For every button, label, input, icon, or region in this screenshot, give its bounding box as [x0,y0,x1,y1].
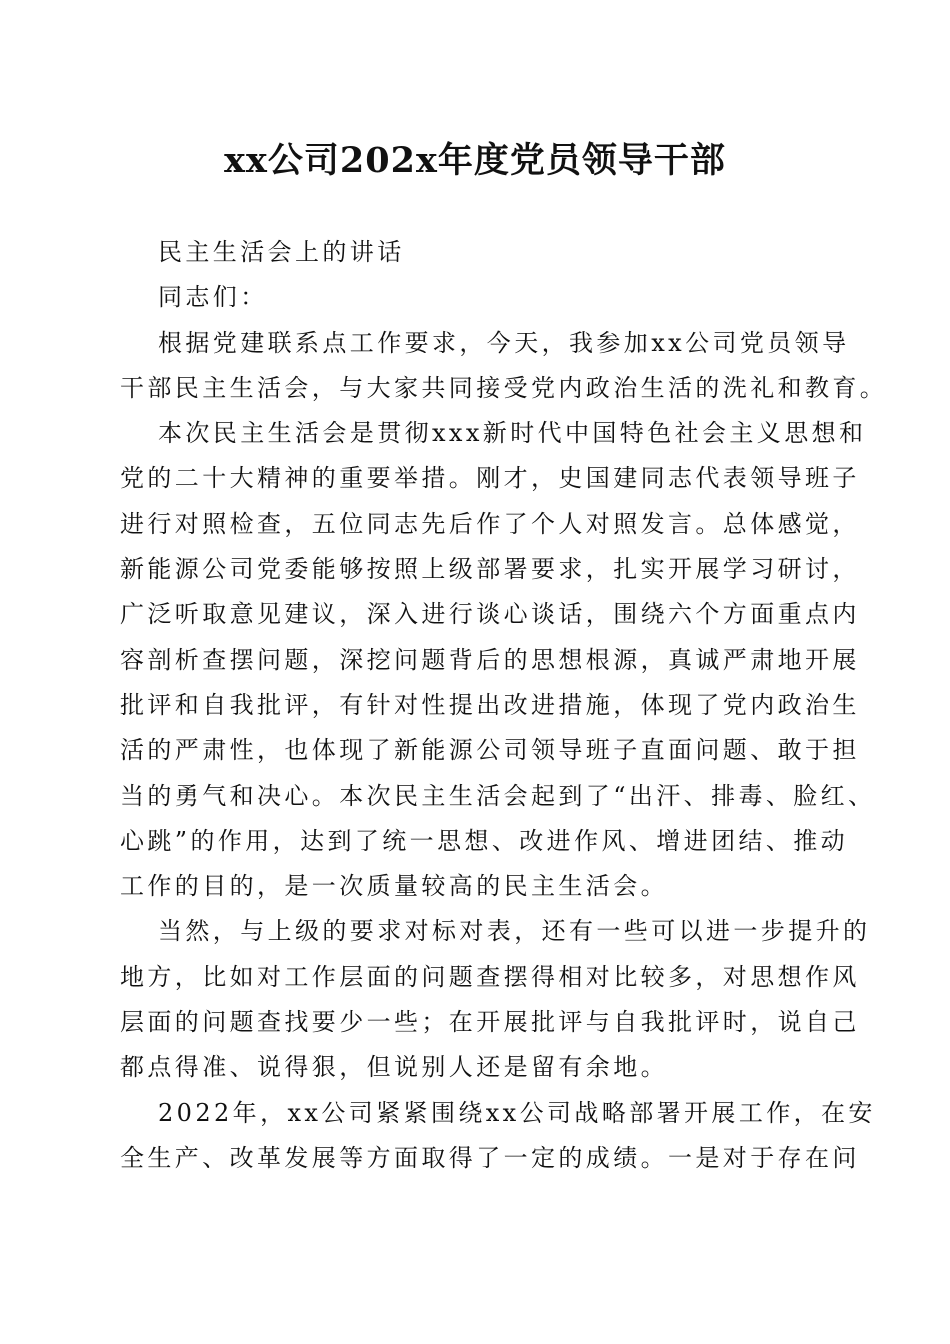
paragraph-1-line-2: 干部民主生活会，与大家共同接受党内政治生活的洗礼和教育。 [120,373,888,402]
paragraph-2-line-5: 广泛听取意见建议，深入进行谈心谈话，围绕六个方面重点内 [120,600,860,629]
document-body [120,230,888,1181]
paragraph-2-line-2: 党的二十大精神的重要举措。刚才，史国建同志代表领导班子 [120,464,860,493]
paragraph-4-line-2: 全生产、改革发展等方面取得了一定的成绩。一是对于存在问 [120,1143,860,1172]
salutation-line: 同志们： [158,283,268,312]
paragraph-3-line-4: 都点得准、说得狠，但说别人还是留有余地。 [120,1053,668,1082]
paragraph-2-line-9: 当的勇气和决心。本次民主生活会起到了“出汗、排毒、脸红、 [120,781,876,810]
paragraph-3-line-2: 地方，比如对工作层面的问题查摆得相对比较多，对思想作风 [120,962,860,991]
paragraph-2-line-6: 容剖析查摆问题，深挖问题背后的思想根源，真诚严肃地开展 [120,645,860,674]
paragraph-2-line-4: 新能源公司党委能够按照上级部署要求，扎实开展学习研讨， [120,555,860,584]
paragraph-3-line-3: 层面的问题查找要少一些；在开展批评与自我批评时，说自己 [120,1008,860,1037]
document-title: xx公司202x年度党员领导干部 [224,140,726,181]
subtitle-line: 民主生活会上的讲话 [158,238,405,266]
paragraph-2-line-1: 本次民主生活会是贯彻xxx新时代中国特色社会主义思想和 [158,419,867,448]
paragraph-2-line-7: 批评和自我批评，有针对性提出改进措施，体现了党内政治生 [120,690,860,719]
paragraph-2-line-8: 活的严肃性，也体现了新能源公司领导班子直面问题、敢于担 [120,736,860,765]
paragraph-2-line-11: 工作的目的，是一次质量较高的民主生活会。 [120,872,668,901]
paragraph-1-line-1: 根据党建联系点工作要求，今天，我参加xx公司党员领导 [158,328,850,357]
paragraph-2-line-3: 进行对照检查，五位同志先后作了个人对照发言。总体感觉， [120,509,860,538]
paragraph-3-line-1: 当然，与上级的要求对标对表，还有一些可以进一步提升的 [158,917,871,946]
paragraph-2-line-10: 心跳”的作用，达到了统一思想、改进作风、增进团结、推动 [120,826,849,855]
paragraph-4-line-1: 2022年，xx公司紧紧围绕xx公司战略部署开展工作，在安 [158,1098,876,1127]
